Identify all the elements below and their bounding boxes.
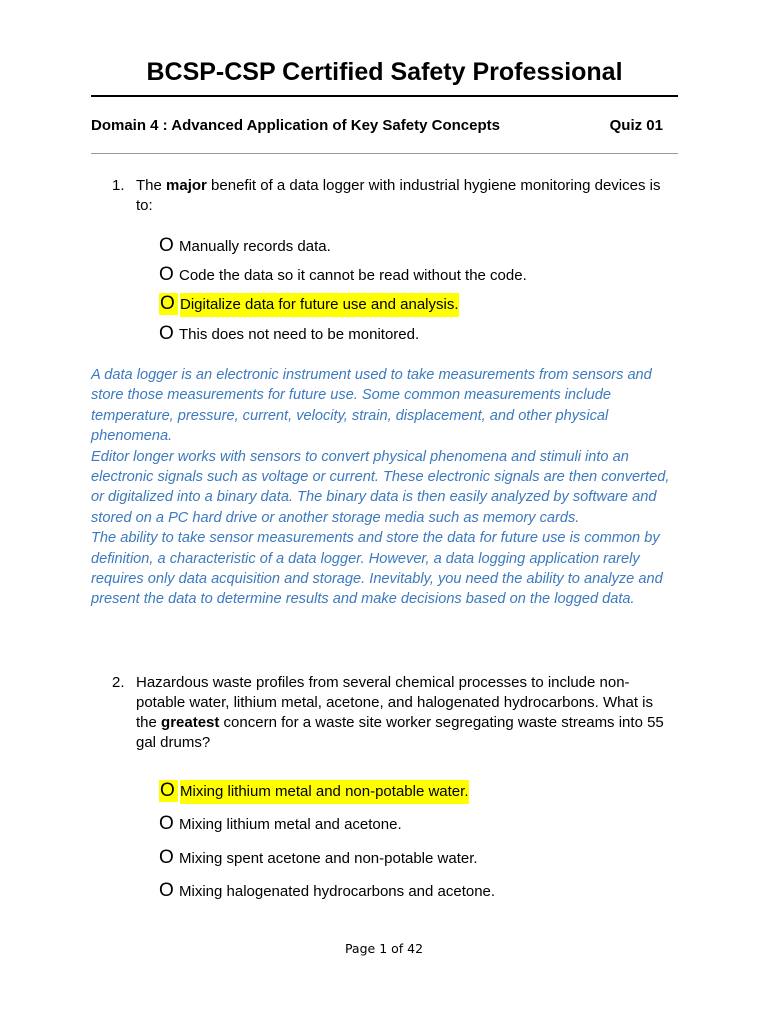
explanation-paragraph: A data logger is an electronic instrument used to take measurements from sensors and store those measurements for future use. Some common measurements include temperature, pressure, current, velocity, strain, displacement, and other physical phenomena. [91,367,652,445]
question-emphasis: greatest [161,714,220,731]
option-text: Code the data so it cannot be read without the code. [179,267,527,284]
explanation-paragraph: The ability to take sensor measurements and store the data for future use is common by definition, a characteristic of a data logger. However, a data logging application rarely requires only data acquisition and storage. Inevitably, you need the ability to analyze and present the data to determine results and make decisions based on the logged data. [91,530,663,608]
option-1b[interactable] [159,264,527,288]
option-text: Mixing lithium metal and non-potable water. [180,780,469,804]
option-bullet: O [159,235,174,256]
option-text: Manually records data. [179,238,331,255]
option-1a[interactable] [159,235,331,259]
option-1c[interactable] [159,293,459,317]
domain-header [91,116,663,136]
option-1d[interactable] [159,323,419,347]
title-divider [91,95,678,97]
page-number: Page 1 of 42 [344,941,424,956]
question-number: 2. [112,674,125,691]
question-emphasis: major [166,177,207,194]
question-text-part: benefit of a data logger with industrial hygiene monitoring devices is to: [136,177,661,214]
option-2b[interactable] [159,813,402,837]
question-text-part: concern for a waste site worker segregating waste streams into 55 gal drums? [136,714,664,751]
question-text-part: Hazardous waste profiles from several chemical processes to include non-potable water, lithium metal, acetone, and halogenated hydrocarbons. What is the [136,674,653,731]
explanation-paragraph: Editor longer works with sensors to convert physical phenomena and stimuli into an electronic signals such as voltage or current. These electronic signals are then converted, or digitalized into a binary data. The binary data is then easily analyzed by software and stored on a PC hard drive or another storage media such as memory cards. [91,448,670,526]
question-number: 1. [112,177,125,194]
header-divider [91,153,678,154]
question-text [136,673,672,753]
question-text-part: The [136,177,167,194]
option-text: Digitalize data for future use and analysis. [180,293,459,317]
option-text: This does not need to be monitored. [179,326,420,343]
option-bullet: O [159,880,174,901]
document-title: BCSP-CSP Certified Safety Professional [146,58,623,86]
option-bullet: O [159,847,174,868]
option-text: Mixing spent acetone and non-potable water. [179,850,478,867]
option-bullet: O [159,264,174,285]
question-text [136,176,672,216]
answer-explanation [91,365,676,610]
option-text: Mixing halogenated hydrocarbons and acetone. [179,883,496,900]
option-2a[interactable] [159,780,469,804]
quiz-label: Quiz 01 [609,117,663,134]
option-2c[interactable] [159,847,478,871]
domain-label: Domain 4 : Advanced Application of Key Safety Concepts [91,117,500,134]
option-bullet: O [159,323,174,344]
option-text: Mixing lithium metal and acetone. [179,816,402,833]
option-2d[interactable] [159,880,495,904]
option-bullet: O [159,813,174,834]
option-bullet: O [159,293,178,315]
option-bullet: O [159,780,178,802]
